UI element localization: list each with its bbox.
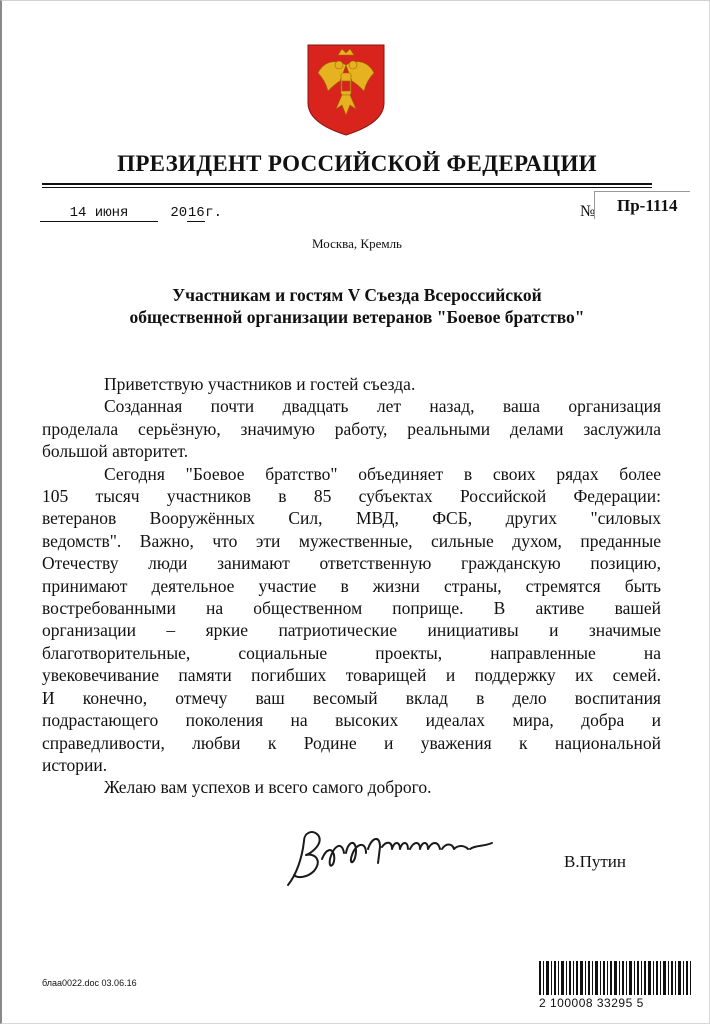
paragraph-3-line-14: истории. (42, 754, 108, 775)
date-year-prefix: 20 (170, 205, 188, 221)
number-label: № (580, 203, 596, 220)
paragraph-3-line-9: благотворительные, социальные проекты, направленные на (42, 642, 661, 663)
paragraph-4: Желаю вам успехов и всего самого доброго. (104, 777, 432, 798)
paragraph-3-line-2: 105 тысяч участников в 85 субъектах Российской Федерации: (42, 486, 661, 507)
place-of-issue: Москва, Кремль (312, 236, 402, 251)
paragraph-3-line-13: справедливости, любви к Родине и уважения к национальной (42, 732, 661, 753)
paragraph-2-line-2: проделала серьёзную, значимую работу, реальными делами заслужила (42, 418, 661, 439)
paragraph-3-line-12: подрастающего поколения на высоких идеалах мира, добра и (42, 710, 661, 731)
paragraph-3-line-3: ветеранов Вооружённых Сил, МВД, ФСБ, других "силовых (42, 508, 661, 529)
paragraph-3-line-7: востребованными на общественном поприще. В активе вашей (42, 598, 661, 619)
barcode-digits: 2 100008 33295 5 (539, 996, 644, 1010)
paragraph-3-line-6: принимают деятельное участие в жизни страны, стремятся быть (42, 575, 661, 596)
paragraph-3-line-5: Отечеству люди занимают ответственную гражданскую позицию, (42, 553, 661, 574)
date-line (40, 205, 222, 222)
letter-body (42, 373, 661, 799)
handwritten-signature (282, 819, 497, 891)
paragraph-3-line-11: И конечно, отмечу ваш весомый вклад в дело воспитания (42, 687, 661, 708)
paragraph-2-line-1: Созданная почти двадцать лет назад, ваша организация (104, 396, 661, 417)
date-year-unit: г. (205, 205, 223, 221)
heading-line-1: Участникам и гостям V Съезда Всероссийской (172, 285, 542, 305)
letterhead-rule (42, 183, 652, 185)
paragraph-3-line-10: увековечивание памяти погибших товарищей и поддержку их семей. (42, 665, 661, 686)
paragraph-2-line-3: большой авторитет. (42, 441, 189, 462)
signer-name: В.Путин (564, 852, 626, 871)
paragraph-3-line-4: ведомств". Важно, что эти мужественные, сильные духом, преданные (42, 530, 661, 551)
heading-line-2: общественной организации ветеранов "Боевое братство" (129, 307, 585, 327)
date-day-month: 14 июня (40, 205, 158, 222)
document-number: Пр-1114 (594, 191, 690, 219)
date-year-suffix: 16 (187, 205, 205, 221)
paragraph-3-line-8: организации – яркие патриотические инициативы и значимые (42, 620, 661, 641)
letterhead-rule-thin (42, 187, 652, 188)
letter-heading (62, 284, 652, 328)
document-reference: блаа0022.doc 03.06.16 (42, 978, 137, 988)
office-title: ПРЕЗИДЕНТ РОССИЙСКОЙ ФЕДЕРАЦИИ (117, 151, 597, 176)
paragraph-1: Приветствую участников и гостей съезда. (104, 374, 416, 394)
coat-of-arms-emblem (306, 43, 386, 137)
paragraph-3-line-1: Сегодня "Боевое братство" объединяет в своих рядах более (104, 463, 661, 484)
